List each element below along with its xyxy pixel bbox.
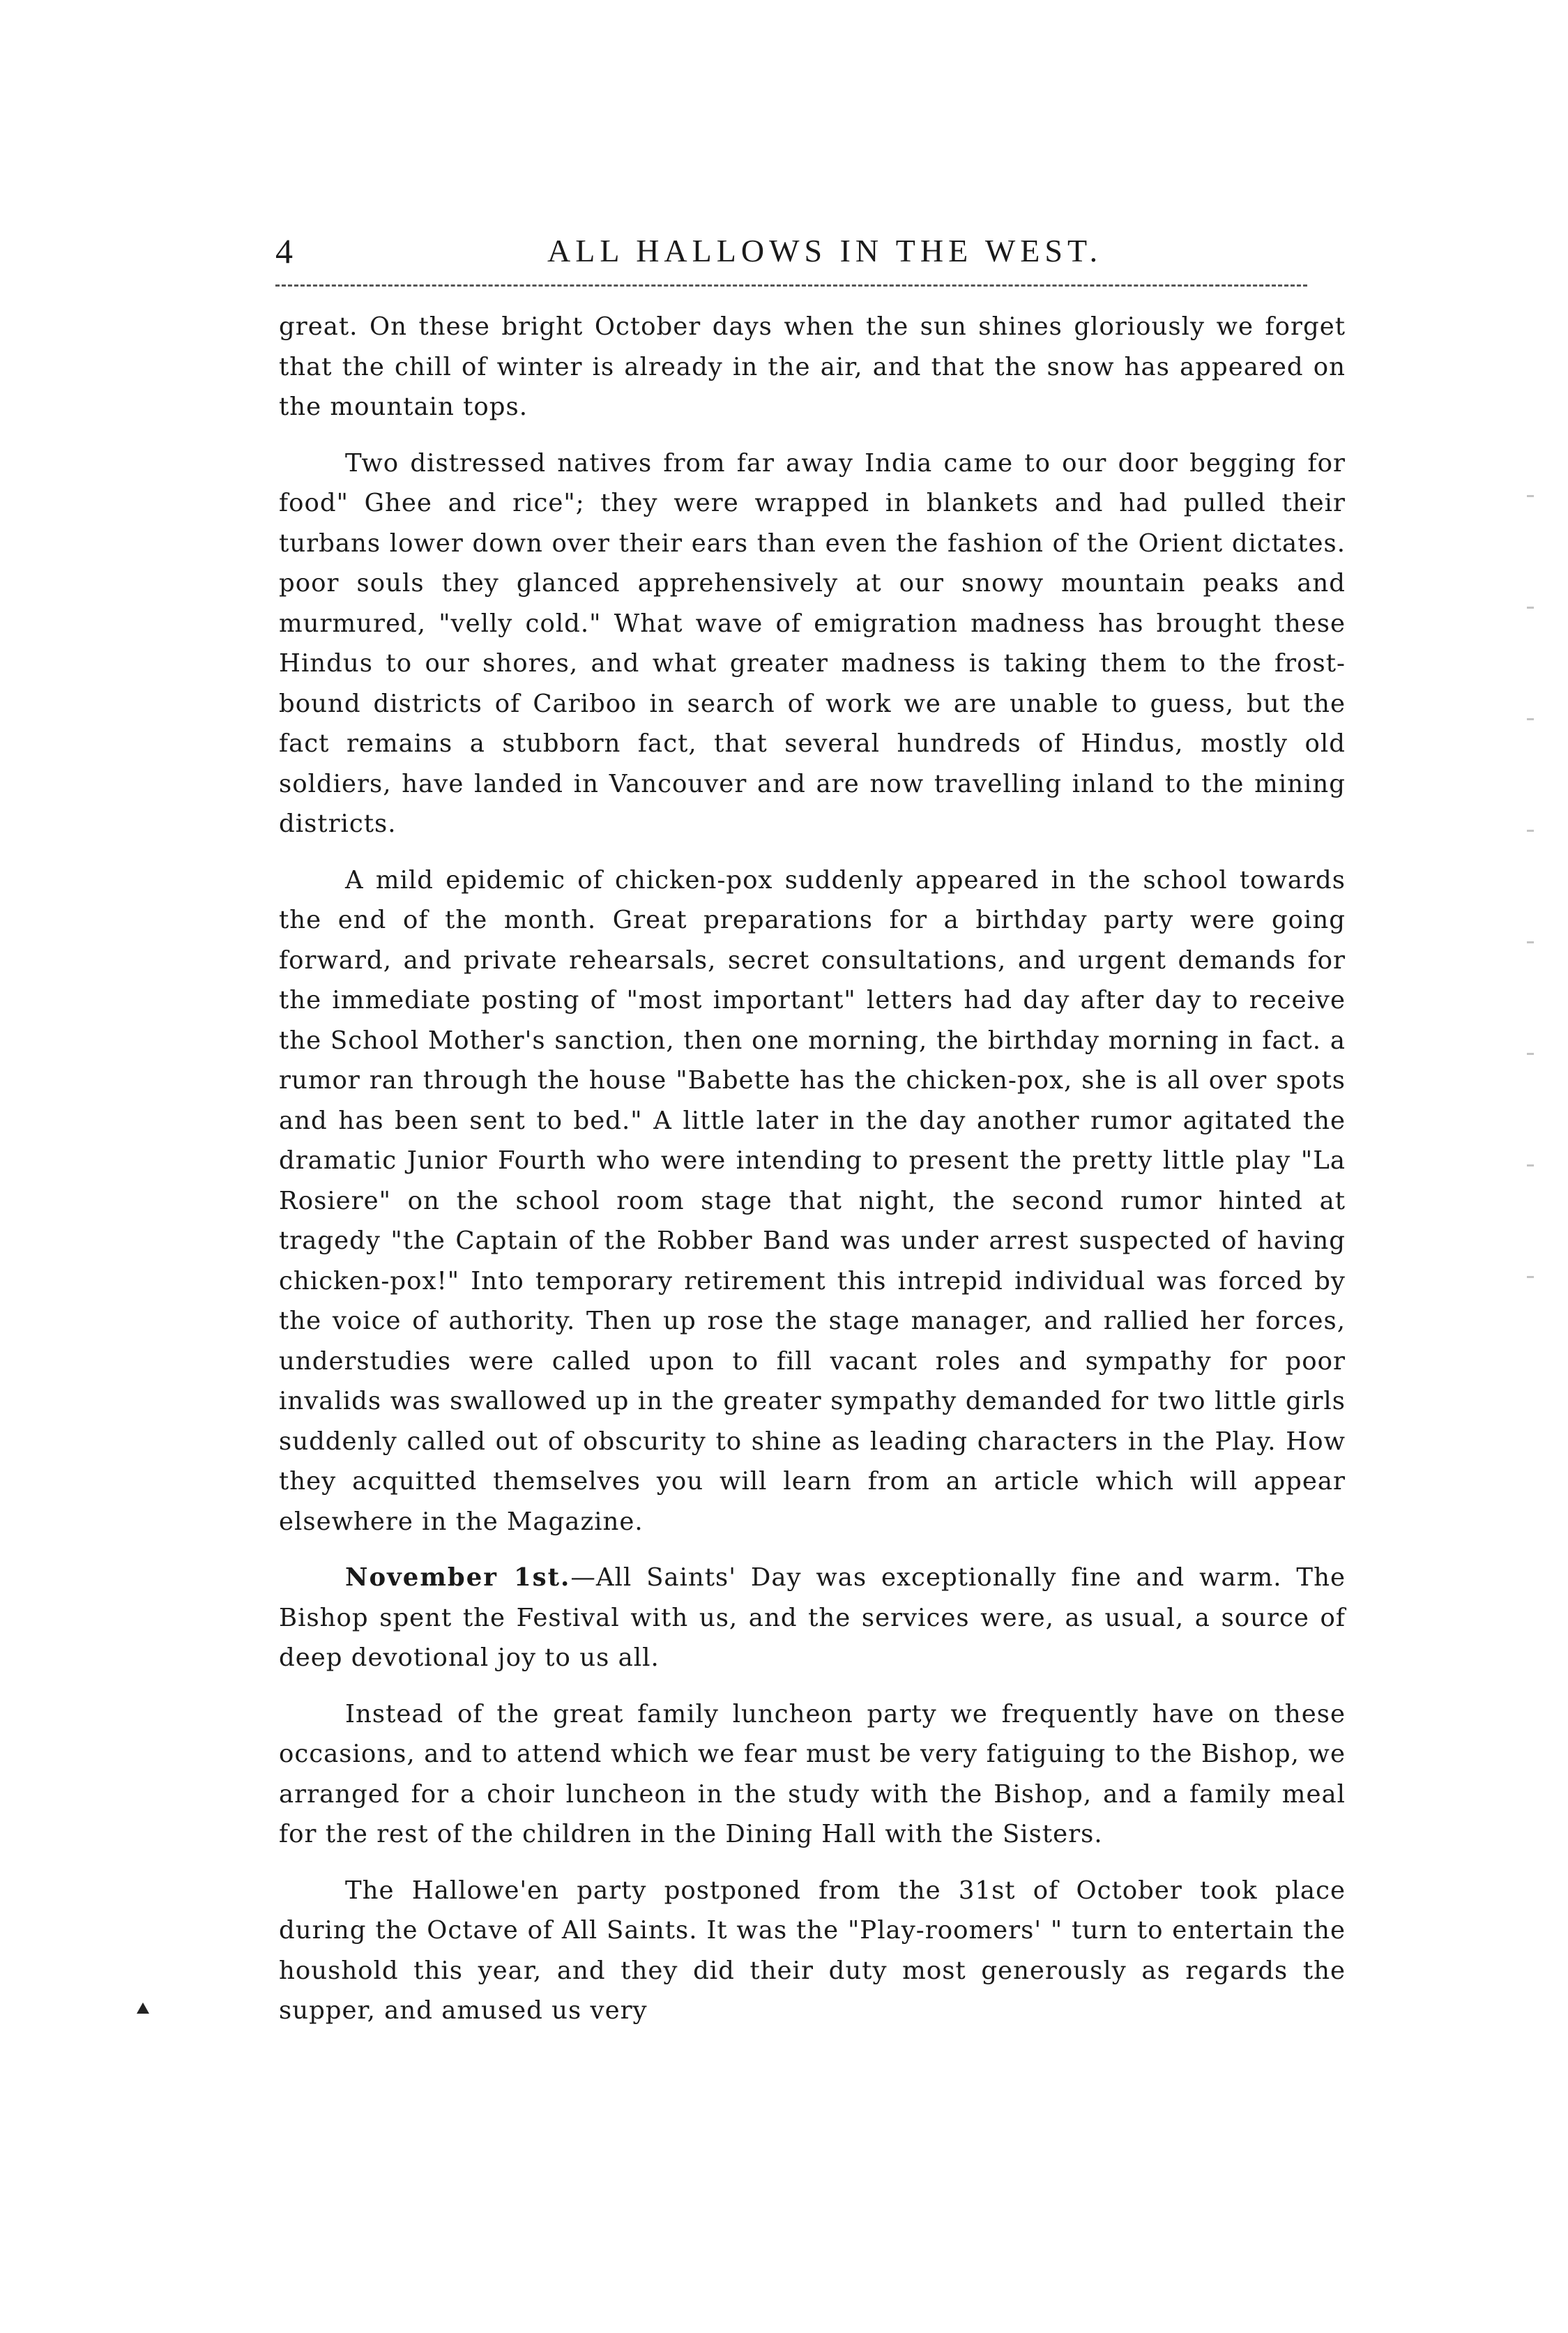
paragraph-2: [279, 443, 1346, 844]
header-rule: [275, 284, 1307, 287]
paragraph-1: [279, 307, 1346, 427]
paragraph-3-text: A mild epidemic of chicken-pox suddenly appeared in the school towards the end of the month. Great preparations for a birthday party were going forward, and private rehearsals, secret consultations, and urgent demands for the immediate posting of "most important" letters had day after day to receive the School Mother's sanction, then one morning, the birthday morning in fact. a rumor ran through the house "Babette has the chicken-pox, she is all over spots and has been sent to bed." A little later in the day another rumor agitated the dramatic Junior Fourth who were intending to present the pretty little play "La Rosiere" on the school room stage that night, the second rumor hinted at tragedy "the Captain of the Robber Band was under arrest suspected of having chicken-pox!" Into temporary retirement this intrepid individual was forced by the voice of authority. Then up rose the stage manager, and rallied her forces, understudies were called upon to fill vacant roles and sympathy for poor invalids was swallowed up in the greater sympathy demanded for two little girls suddenly called out of obscurity to shine as leading characters in the Play. How they acquitted themselves you will learn from an article which will appear elsewhere in the Magazine.: [279, 865, 1346, 1536]
paragraph-4-text: —All Saints' Day was exceptionally fine and warm. The Bishop spent the Festival with us, and the services were, as usual, a source of deep devotional joy to us all.: [279, 1563, 1346, 1672]
running-title: ALL HALLOWS IN THE WEST.: [547, 233, 1103, 268]
paragraph-3: [279, 860, 1346, 1542]
body-text: [279, 307, 1346, 2047]
scan-edge-specks: [1527, 418, 1534, 1325]
paragraph-5-text: Instead of the great family luncheon party we frequently have on these occasions, and to attend which we fear must be very fatiguing to the Bishop, we arranged for a choir luncheon in the study with the Bishop, and a family meal for the rest of the children in the Dining Hall with the Sisters.: [279, 1699, 1346, 1848]
date-heading: November 1st.: [345, 1563, 571, 1592]
paragraph-6: [279, 1871, 1346, 2031]
paragraph-2-text: Two distressed natives from far away India came to our door begging for food" Ghee and rice"; they were wrapped in blankets and had pulled their turbans lower down over their ears than even the fashion of the Orient dictates. poor souls they glanced apprehensively at our snowy mountain peaks and murmured, "velly cold." What wave of emigration madness has brought these Hindus to our shores, and what greater madness is taking them to the frost-bound districts of Cariboo in search of work we are unable to guess, but the fact remains a stubborn fact, that several hundreds of Hindus, mostly old soldiers, have landed in Vancouver and are now travelling inland to the mining districts.: [279, 448, 1346, 838]
paragraph-5: [279, 1694, 1346, 1855]
page-number: 4: [275, 231, 293, 271]
paragraph-6-text: The Hallowe'en party postponed from the 31st of October took place during the Octave of All Saints. It was the "Play-roomers' " turn to entertain the houshold this year, and they did their duty most generously as regards the supper, and amused us very: [279, 1876, 1346, 2025]
margin-mark-icon: [137, 2003, 149, 2014]
page-header: [275, 230, 1314, 286]
paragraph-4: [279, 1558, 1346, 1678]
paragraph-1-text: great. On these bright October days when the sun shines gloriously we forget that the chill of winter is already in the air, and that the snow has appeared on the mountain tops.: [279, 312, 1346, 421]
